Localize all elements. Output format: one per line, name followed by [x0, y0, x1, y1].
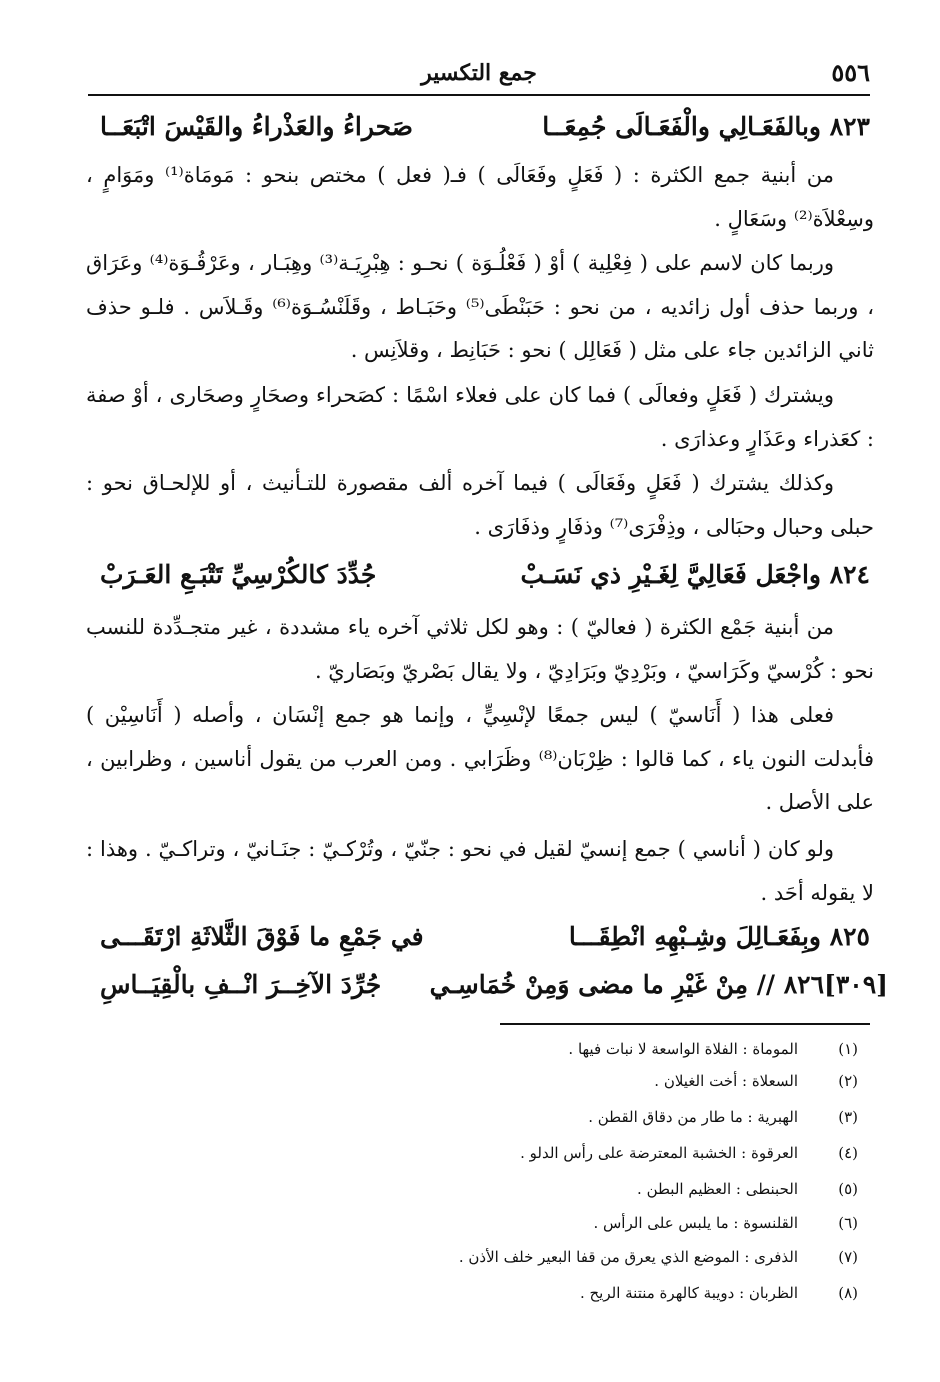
footnote: [338, 1068, 858, 1100]
verse-first-hemistich: ٨٢٤ واجْعَل فَعَالِيَّ لِغَـيْرِ ذي نَسَـبْ: [520, 560, 870, 589]
verse-second-hemistich: جُدِّدَ كالكُرْسِيِّ تَتْبَـعِ العَـرَبْ: [100, 560, 377, 589]
footnote-number: (٨): [838, 1284, 858, 1302]
paragraph: من أبنية جمع الكثرة : ( فَعَلٍ وفَعَالَى ) فـ( فعل ) مختص بنحو : مَومَاة⁽¹⁾ ومَوَامٍ ، وسِعْلاَة⁽²⁾ وسَعَالٍ .: [86, 163, 874, 231]
footnote-number: (٥): [838, 1180, 858, 1198]
paragraph: ولو كان ( أناسي ) جمع إنسيّ لقيل في نحو : جنّيّ ، وتُرْكـيّ : جنَـانيّ ، وتراكـيّ . وهذا : لا يقوله أحَد .: [86, 837, 874, 905]
paragraph: من أبنية جَمْع الكثرة ( فعاليّ ) : وهو لكل ثلاثي آخره ياء مشددة ، غير متجـدِّدة للنسب نحو : كُرْسيّ وكَرَاسيّ ، وبَرْدِيّ وبَرَادِيّ ، ولا يقال بَصْريّ وبَصَاريّ .: [86, 615, 874, 683]
footnote-text: الموماة : الفلاة الواسعة لا نبات فيها .: [568, 1040, 798, 1058]
paragraph: وربما كان لاسم على ( فِعْلِية ) أوْ ( فَعْلُـوَة ) نحـو : هِبْرِيَـة⁽³⁾ وهِبَـار ، وعَرْقُـوَة⁽⁴⁾ وعَرَاق ، وربما حذف أول زائديه ، من نحو : حَبَنْطَى⁽⁵⁾ وحَبَـاط ، وقَلَنْسُـوَة⁽⁶⁾ وقَـلاَس . فلـو حذف ثاني الزائدين جاء على مثل ( فَعَالِل ) نحو : حَبَانِط ، وقلاَنِس .: [86, 251, 875, 362]
footnote-number: (١): [838, 1040, 858, 1058]
verse-824: [100, 556, 870, 600]
verse-number: ٨٢٥: [829, 922, 870, 951]
page-header: [88, 54, 870, 96]
footnote: [338, 1036, 858, 1068]
footnote-text: القلنسوة : ما يلبس على الرأس .: [593, 1214, 798, 1232]
verse-823: [100, 108, 870, 152]
footnote: [338, 1104, 858, 1136]
verse-first-hemistich: ٨٢٣ وبالفَعَـالِي والْفَعَـالَى جُمِعَــا: [542, 112, 870, 141]
paragraph: فعلى هذا ( أَنَاسيّ ) ليس جمعًا لإنْسِيٍّ ، وإنما هو جمع إنْسَان ، وأصله ( أَنَاسِيْن ) فأبدلت النون ياء ، كما قالوا : ظِرْبَان⁽⁸⁾ وظَرَابي . ومن العرب من يقول أناسين ، وظرابين ، على الأصل .: [86, 703, 874, 814]
footnote: [338, 1210, 858, 1242]
paragraph: ويشترك ( فَعَلٍ وفعالَى ) فما كان على فعلاء اسْمًا : كصَحراء وصحَارٍ وصحَارى ، أوْ صفة : كعَذراء وعَذَارٍ وعذارَى .: [86, 383, 874, 451]
footnote-number: (٧): [838, 1248, 858, 1266]
footnote-text: العرقوة : الخشبة المعترضة على رأس الدلو .: [520, 1144, 798, 1162]
verse-second-hemistich: صَحراءُ والعَذْراءُ والقَيْسَ اتْبَعَــا: [100, 112, 414, 141]
footnote-number: (٢): [838, 1072, 858, 1090]
paragraph: وكذلك يشترك ( فَعَلٍ وفَعَالَى ) فيما آخره ألف مقصورة للتـأنيث ، أو للإلحـاق نحو : حبلى وحبال وحبَالى ، وذِفْرَى⁽⁷⁾ وذفَارٍ وذفَارَى .: [86, 471, 874, 539]
footnote-text: الحبنطى : العظيم البطن .: [637, 1180, 798, 1198]
verse-first-hemistich: ٨٢٥ وبِفَعَـالِلَ وشِـبْهِهِ انْطِقَـــا: [568, 922, 870, 951]
verse-second-hemistich: في جَمْعِ ما فَوْقَ الثَّلاثَةِ ارْتَقَـــى: [100, 922, 424, 951]
footnote: [338, 1140, 858, 1172]
footnote-number: (٣): [838, 1108, 858, 1126]
footnote-number: (٤): [838, 1144, 858, 1162]
footnote: [338, 1176, 858, 1208]
footnote-text: الذفرى : الموضع الذي يعرق من قفا البعير خلف الأذن .: [458, 1248, 798, 1266]
footnote-text: الهبرية : ما طار من دقاق القطن .: [588, 1108, 798, 1126]
footnote: [338, 1244, 858, 1276]
verse-number: ٨٢٣: [829, 112, 870, 141]
verse-reference: [٣٠٩]: [824, 970, 888, 999]
verse-825: [100, 918, 870, 962]
verse-number: ٨٢٦: [783, 970, 825, 999]
footnote-divider: [500, 1023, 870, 1025]
footnote-text: السعلاة : أخت الغيلان .: [654, 1072, 798, 1090]
verse-second-hemistich: جُرِّدَ الآخِــرَ انْــفِ بالْقِيَــاسِ: [100, 970, 382, 999]
footnote: [338, 1280, 858, 1312]
page-title: جمع التكسير: [421, 60, 537, 86]
footnote-number: (٦): [838, 1214, 858, 1232]
page-number: ٥٥٦: [831, 58, 870, 87]
verse-826: [100, 966, 888, 1010]
verse-first-hemistich: [٣٠٩]٨٢٦ // مِنْ غَيْرِ ما مضى وَمِنْ خُمَاسِـي: [429, 970, 888, 999]
footnote-text: الظربان : دويبة كالهرة منتنة الريح .: [579, 1284, 798, 1302]
verse-number: ٨٢٤: [829, 560, 870, 589]
